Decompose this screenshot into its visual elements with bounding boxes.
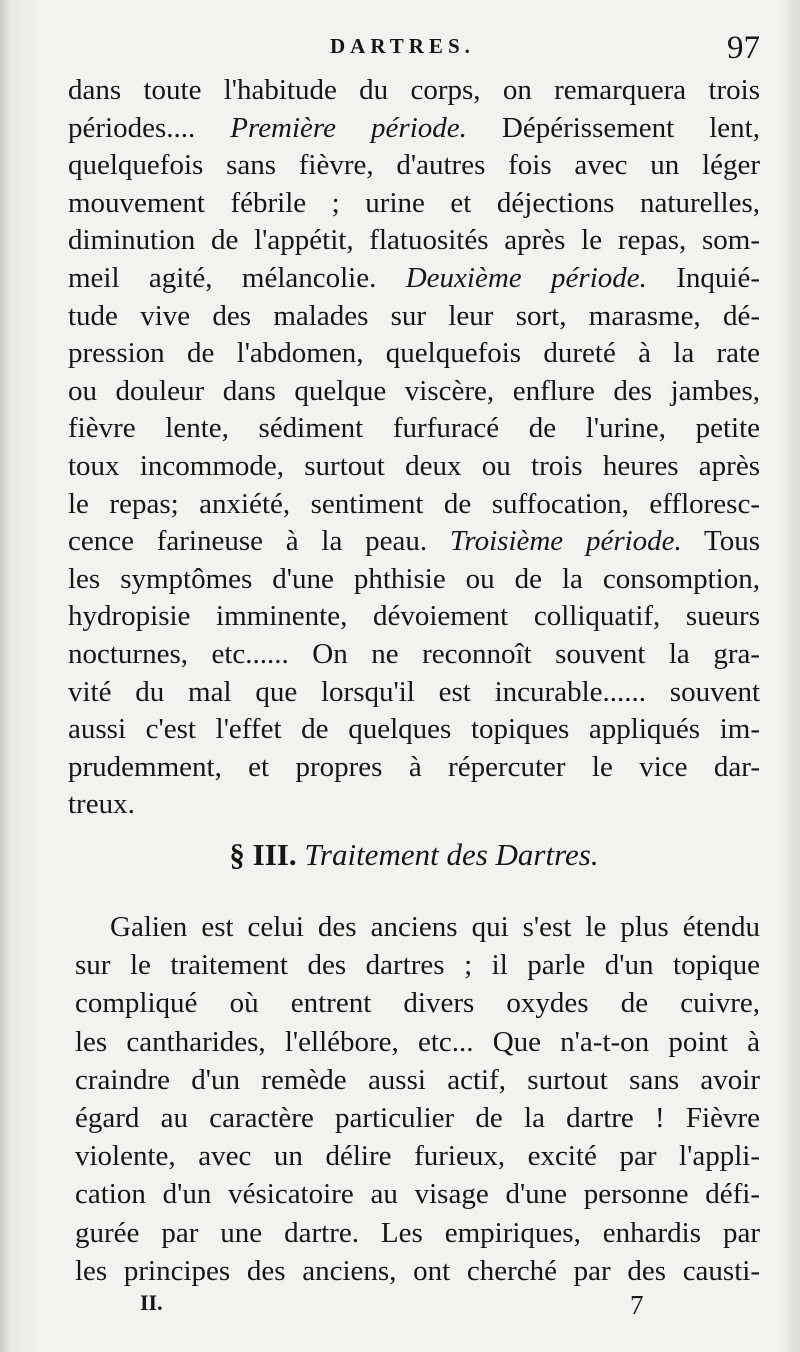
text-line: les principes des anciens, ont cherché par des causti-	[75, 1254, 760, 1287]
text-segment: ou douleur dans quelque viscère, enflure des jambes,	[68, 374, 760, 407]
text-line	[68, 147, 760, 185]
text-segment: aussi c'est l'effet de quelques topiques appliqués im-	[68, 713, 760, 746]
text-segment: Tous	[681, 525, 760, 558]
paragraph-treatment	[75, 908, 760, 1290]
text-line	[68, 72, 760, 110]
text-segment: Dépérissement lent,	[466, 111, 760, 144]
text-segment: toux incommode, surtout deux ou trois heures après	[68, 449, 760, 482]
text-line: Galien est celui des anciens qui s'est le plus étendu	[110, 911, 760, 943]
text-line	[68, 786, 760, 824]
text-line	[68, 711, 760, 749]
text-line	[68, 222, 760, 260]
text-segment: treux.	[68, 788, 135, 821]
section-number: § III.	[229, 837, 297, 872]
text-line	[68, 749, 760, 787]
text-segment: vité du mal que lorsqu'il est incurable...... souvent	[68, 675, 760, 708]
text-line	[68, 448, 760, 486]
page-number: 97	[727, 30, 760, 66]
text-line: égard au caractère particulier de la dartre ! Fièvre	[75, 1101, 760, 1134]
page-footer	[60, 1290, 760, 1330]
text-line: craindre d'un remède aussi actif, surtout sans avoir	[75, 1063, 760, 1096]
text-segment: le repas; anxiété, sentiment de suffocation, effloresc-	[68, 487, 760, 520]
text-line: cation d'un vésicatoire au visage d'une personne défi-	[75, 1178, 760, 1211]
section-title: Traitement des Dartres.	[304, 837, 599, 872]
text-segment: Inquié-	[646, 261, 760, 294]
italic-segment: Première période.	[230, 111, 467, 144]
text-segment: les symptômes d'une phthisie ou de la consomption,	[68, 562, 760, 595]
signature-number: 7	[630, 1290, 644, 1320]
text-line	[68, 598, 760, 636]
paragraph-symptoms	[68, 72, 760, 824]
text-segment: prudemment, et propres à répercuter le vice dar-	[68, 750, 760, 783]
signature-mark: II.	[140, 1290, 163, 1315]
text-line	[68, 298, 760, 336]
text-line	[68, 110, 760, 148]
italic-segment: Troisième période.	[449, 525, 682, 558]
text-line	[68, 523, 760, 561]
text-line	[68, 185, 760, 223]
text-line	[68, 260, 760, 298]
text-segment: nocturnes, etc...... On ne reconnoît souvent la gra-	[68, 637, 760, 670]
text-segment: quelquefois sans fièvre, d'autres fois avec un léger	[68, 149, 760, 182]
text-segment: mouvement fébrile ; urine et déjections naturelles,	[68, 186, 760, 219]
text-segment: pression de l'abdomen, quelquefois dureté à la rate	[68, 337, 760, 370]
text-line: violente, avec un délire furieux, excité par l'appli-	[75, 1140, 760, 1173]
text-line	[68, 373, 760, 411]
text-line: gurée par une dartre. Les empiriques, enhardis par	[75, 1216, 760, 1249]
text-line	[68, 486, 760, 524]
text-segment: hydropisie imminente, dévoiement colliquatif, sueurs	[68, 600, 760, 633]
text-line	[68, 636, 760, 674]
text-segment: périodes....	[68, 111, 231, 144]
text-line: sur le traitement des dartres ; il parle d'un topique	[75, 949, 760, 982]
text-line	[68, 561, 760, 599]
text-segment: diminution de l'appétit, flatuosités après le repas, som-	[68, 224, 760, 257]
section-heading	[68, 835, 760, 875]
text-line	[68, 335, 760, 373]
text-segment: dans toute l'habitude du corps, on remarquera trois	[68, 74, 760, 106]
running-title: DARTRES.	[330, 34, 475, 58]
text-line: compliqué où entrent divers oxydes de cuivre,	[75, 987, 760, 1020]
text-line: les cantharides, l'ellébore, etc... Que n'a-t-on point à	[75, 1025, 760, 1058]
text-segment: fièvre lente, sédiment furfuracé de l'urine, petite	[68, 412, 760, 445]
text-segment: tude vive des malades sur leur sort, marasme, dé-	[68, 299, 760, 332]
italic-segment: Deuxième période.	[405, 261, 647, 294]
text-line	[68, 410, 760, 448]
text-segment: cence farineuse à la peau.	[68, 525, 450, 558]
text-line	[68, 674, 760, 712]
page-header	[60, 28, 760, 68]
text-segment: meil agité, mélancolie.	[68, 261, 406, 294]
